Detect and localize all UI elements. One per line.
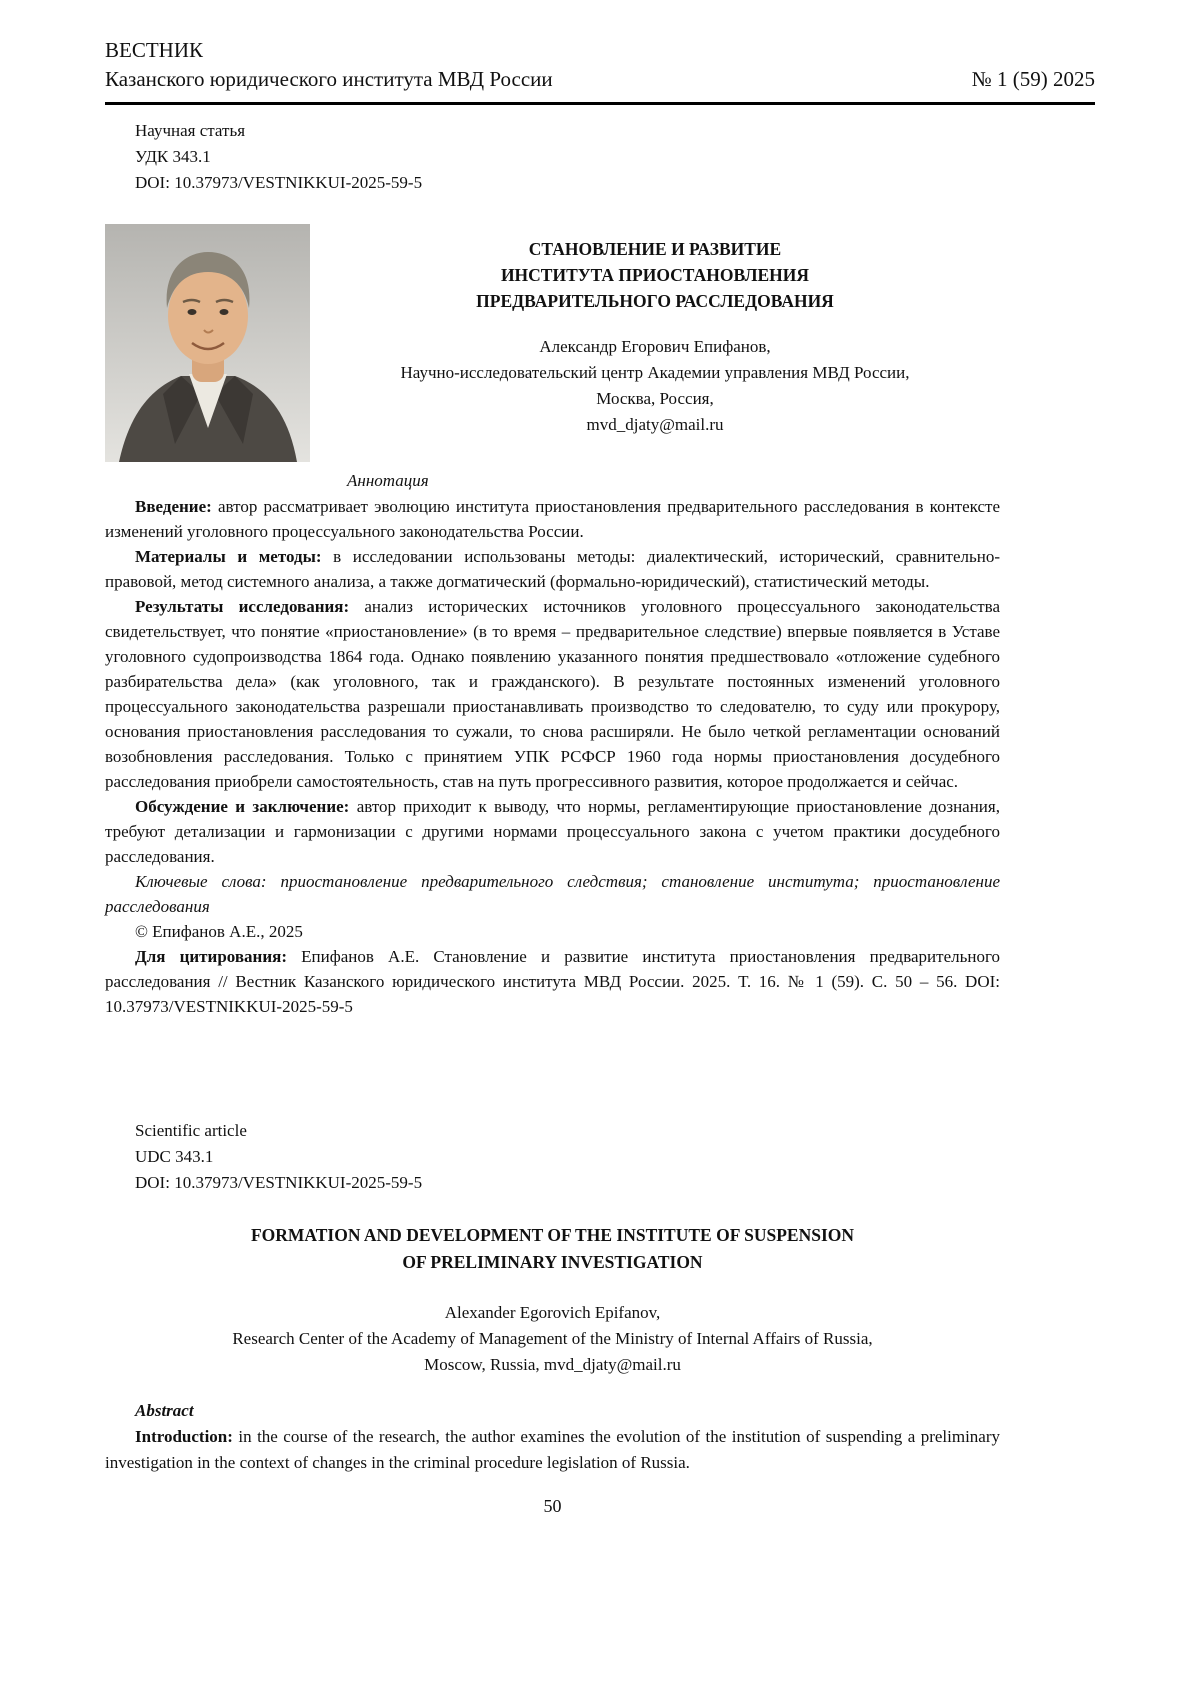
author-location-ru: Москва, Россия,	[596, 389, 714, 408]
page-number: 50	[543, 1496, 562, 1516]
journal-title: ВЕСТНИК	[105, 38, 204, 62]
paragraph-introduction-ru: Введение: автор рассматривает эволюцию института приостановления предварительного расследования в контексте изменений уголовного процессуального законодательства России.	[105, 497, 1001, 541]
article-title-ru-line3: ПРЕДВАРИТЕЛЬНОГО РАССЛЕДОВАНИЯ	[476, 291, 834, 311]
citation-ru: Для цитирования: Епифанов А.Е. Становление и развитие института приостановления предварительного расследования // Вестник Казанского юридического института МВД России. 2025. Т. 16. № 1 (59). С. 50 – 56. DOI: 10.37973/VESTNIKKUI-2025-59-5	[105, 947, 1000, 1016]
journal-header-row	[105, 65, 1095, 94]
article-type-en: Scientific article	[135, 1121, 247, 1140]
article-title-en	[105, 1222, 1000, 1276]
author-name-en: Alexander Egorovich Epifanov,	[444, 1303, 661, 1322]
title-photo-row	[105, 224, 1000, 462]
article-title-en-line1: FORMATION AND DEVELOPMENT OF THE INSTITUTE OF SUSPENSION	[250, 1225, 855, 1245]
keywords-ru: Ключевые слова: приостановление предварительного следствия; становление института; приостановление расследования	[105, 872, 1000, 916]
article-section-ru	[105, 118, 1000, 1019]
article-meta-en	[105, 1118, 1000, 1196]
article-section-en	[105, 1118, 1000, 1476]
author-block-en	[105, 1300, 1000, 1378]
udc-code: УДК 343.1	[135, 147, 211, 166]
author-block-ru	[310, 334, 1000, 438]
author-photo	[105, 224, 310, 462]
issue-number: № 1 (59) 2025	[971, 67, 1095, 91]
paragraph-introduction-en: Introduction: in the course of the research, the author examines the evolution of the institution of suspending a preliminary investigation in the context of changes in the criminal procedure legislation of Russia.	[105, 1427, 1000, 1472]
materials-methods-label-ru: Материалы и методы:	[135, 547, 322, 566]
paragraph-materials-methods-ru: Материалы и методы: в исследовании использованы методы: диалектический, исторический, сравнительно-правовой, метод системного анализа, а также догматический (формально-юридический), статистический методы.	[105, 547, 1000, 591]
paragraph-discussion-conclusion-ru: Обсуждение и заключение: автор приходит к выводу, что нормы, регламентирующие приостановление дознания, требуют детализации и гармонизации с другими нормами процессуального закона с учетом практики досудебного расследования.	[105, 797, 1000, 866]
title-author-column	[310, 224, 1000, 462]
introduction-label-ru: Введение:	[135, 497, 212, 516]
author-email: mvd_djaty@mail.ru	[586, 415, 724, 434]
abstract-heading: Abstract	[135, 1401, 194, 1420]
introduction-label-en: Introduction:	[135, 1427, 233, 1446]
article-type-ru: Научная статья	[135, 121, 246, 140]
udc-code-en: UDC 343.1	[135, 1147, 214, 1166]
keywords-label-ru: Ключевые слова:	[135, 872, 267, 891]
journal-header	[105, 36, 1095, 105]
copyright-line: © Епифанов А.Е., 2025	[135, 922, 303, 941]
citation-label-ru: Для цитирования:	[135, 947, 287, 966]
author-affiliation-ru: Научно-исследовательский центр Академии управления МВД России,	[400, 363, 910, 382]
discussion-label-ru: Обсуждение и заключение:	[135, 797, 350, 816]
doi-ru: DOI: 10.37973/VESTNIKKUI-2025-59-5	[135, 173, 423, 192]
author-name-ru: Александр Егорович Епифанов,	[539, 337, 771, 356]
author-portrait-image	[105, 224, 310, 462]
annotation-heading: Аннотация	[347, 471, 429, 490]
author-affiliation-en: Research Center of the Academy of Management of the Ministry of Internal Affairs of Russia,	[232, 1329, 873, 1348]
results-label-ru: Результаты исследования:	[135, 597, 350, 616]
article-meta-ru	[105, 118, 1000, 196]
article-title-ru-line1: СТАНОВЛЕНИЕ И РАЗВИТИЕ	[528, 239, 782, 259]
article-title-ru	[310, 236, 1000, 314]
article-title-en-line2: OF PRELIMINARY INVESTIGATION	[402, 1252, 703, 1272]
paragraph-results-ru: Результаты исследования: анализ исторических источников уголовного процессуального законодательства свидетельствует, что понятие «приостановление» (в то время – предварительное следствие) впервые появляется в Уставе уголовного судопроизводства 1864 года. Однако появлению указанного понятия предшествовало «отложение судебного разбирательства дела» (как уголовного, так и гражданского). В результате постоянных изменений уголовного процессуального законодательства разрешали приостанавливать производство то следователю, то суду или прокурору, основания приостановления расследования то сужали, то снова расширяли. Не было четкой регламентации оснований возобновления расследования. Только с принятием УПК РСФСР 1960 года нормы приостановления досудебного расследования приобрели самостоятельность, став на путь прогрессивного развития, которое продолжается и сейчас.	[105, 597, 1001, 791]
doi-en: DOI: 10.37973/VESTNIKKUI-2025-59-5	[135, 1173, 423, 1192]
article-title-ru-line2: ИНСТИТУТА ПРИОСТАНОВЛЕНИЯ	[500, 265, 810, 285]
journal-subtitle: Казанского юридического института МВД России	[105, 67, 553, 91]
author-location-email-en: Moscow, Russia, mvd_djaty@mail.ru	[424, 1355, 681, 1374]
